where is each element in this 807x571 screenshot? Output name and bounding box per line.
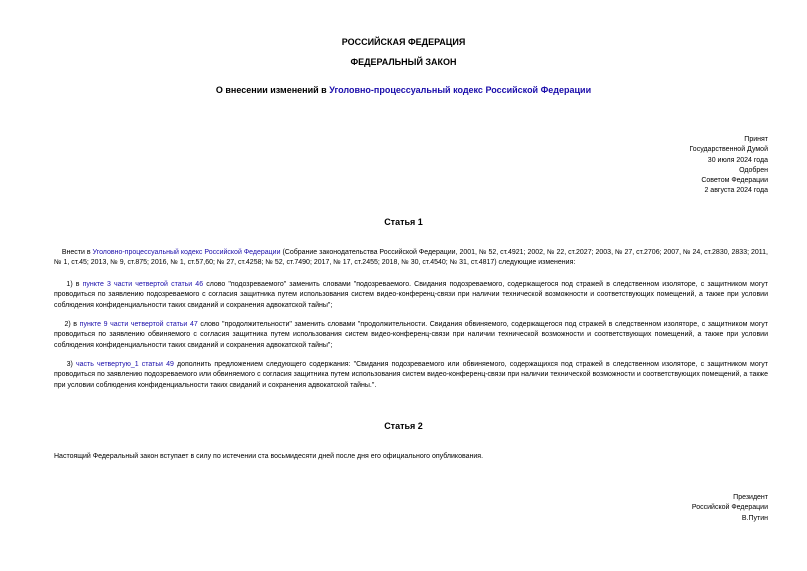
article-2-heading: Статья 2 [384,421,423,431]
signature-line: Президент [733,494,768,501]
item-3-prefix: 3) [66,361,76,368]
law-type-heading: ФЕДЕРАЛЬНЫЙ ЗАКОН [350,57,457,67]
article-1-item-1 [54,280,768,311]
adoption-line: Советом Федерации [701,177,768,185]
adoption-block [689,135,768,197]
signature-line: В.Путин [741,514,768,522]
item-2-text: слово "продолжительности" заменить словами "продолжительности. Свидания обвиняемого, содержащегося под стражей в следственном изоляторе, с защитником могут проводиться по заявлению обвиняемого с согласия защитника путем использования систем видео-конференц-связи при наличии технической возможности и соответствующих помещений, а также при условии соблюдения конфиденциальности таких свиданий и сохранения адвокатской тайны"; [54,321,768,349]
item-1-prefix: 1) в [66,281,83,288]
article-1-heading: Статья 1 [384,217,423,227]
country-heading: РОССИЙСКАЯ ФЕДЕРАЦИЯ [341,37,466,47]
law-title [0,85,807,96]
adoption-line: Одобрен [739,166,768,174]
signature-line: Российской Федерации [691,504,768,512]
adoption-line: Государственной Думой [689,146,768,154]
item-1-link[interactable]: пункте 3 части четвертой статьи 46 [82,281,204,288]
article-1-intro [54,248,768,269]
intro-text: (Собрание законодательства Российской Федерации, 2001, № 52, ст.4921; 2002, № 22, ст.2027; 2003, № 27, ст.2706; 2007, № 24, ст.2830, 2833; 2011, № 1, ст.45; 2013, № 9, ст.875; 2016, № 1, ст.57,60; № 27, ст.4258; № 52, ст.7490; 2017, № 17, ст.2455; 2018, № 30, ст.4540; № 31, ст.4817) следующие изменения: [54,249,768,267]
signature-block [692,493,768,524]
item-2-link[interactable]: пункте 9 части четвертой статьи 47 [79,321,198,328]
intro-code-link[interactable]: Уголовно-процессуальный кодекс Российской Федерации [92,249,281,256]
article-2-body: Настоящий Федеральный закон вступает в силу по истечении ста восьмидесяти дней после дня его официального опубликования. [54,453,484,460]
intro-prefix: Внести в [61,249,93,256]
item-1-text: слово "подозреваемого" заменить словами "подозреваемого. Свидания подозреваемого, содержащегося под стражей в следственном изоляторе, с защитником могут проводиться по заявлению подозреваемого с согласия защитника путем использования систем видео-конференц-связи при наличии технической возможности и соответствующих помещений, а также при условии соблюдения конфиденциальности таких свиданий и сохранения адвокатской тайны"; [54,281,768,309]
law-title-prefix: О внесении изменений в [215,85,330,95]
adoption-line: 30 июля 2024 года [707,156,768,164]
item-2-prefix: 2) в [64,321,80,328]
adoption-line: 2 августа 2024 года [704,187,768,195]
article-1-item-2 [54,320,768,351]
article-1-item-3 [54,360,768,391]
article-2-text [54,452,768,462]
item-3-text: дополнить предложением следующего содержания: "Свидания подозреваемого или обвиняемого, содержащихся под стражей в следственном изоляторе, с защитником могут проводиться по заявлению подозреваемого или обвиняемого с согласия защитника путем использования систем видео-конференц-связи при наличии технической возможности и соответствующих помещений, а также при условии соблюдения конфиденциальности таких свиданий и сохранения адвокатской тайны.". [54,361,768,389]
adoption-line: Принят [744,136,768,143]
code-link[interactable]: Уголовно-процессуальный кодекс Российской Федерации [329,85,592,95]
item-3-link[interactable]: часть четвертую_1 статьи 49 [75,361,174,368]
